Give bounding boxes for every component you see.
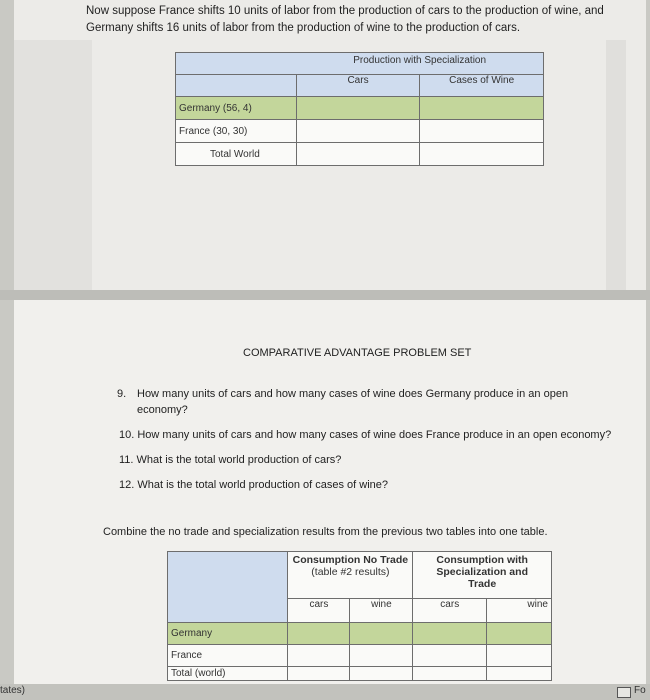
table2-header-no-trade-title: Consumption No Trade bbox=[292, 554, 409, 566]
page-gap bbox=[0, 290, 650, 300]
table2-row-germany-label: Germany bbox=[168, 623, 288, 645]
table2-header-trade-line-1: Consumption with bbox=[436, 554, 528, 566]
table2-germany-trade-wine-cell[interactable] bbox=[487, 623, 552, 645]
table1-total-cars-cell[interactable] bbox=[296, 143, 420, 166]
table2-total-trade-cars-cell[interactable] bbox=[413, 667, 487, 681]
table2-blank-header bbox=[168, 552, 288, 599]
table2-germany-trade-cars-cell[interactable] bbox=[413, 623, 487, 645]
table2-total-trade-wine-cell[interactable] bbox=[487, 667, 552, 681]
table1-france-cars-cell[interactable] bbox=[296, 120, 420, 143]
table1-row-france-label: France (30, 30) bbox=[176, 120, 297, 143]
combined-consumption-table bbox=[167, 551, 552, 681]
intro-line-1: Now suppose France shifts 10 units of labor from the production of cars to the production of wine, and bbox=[86, 5, 604, 17]
table1-total-wine-cell[interactable] bbox=[420, 143, 544, 166]
table1-france-wine-cell[interactable] bbox=[420, 120, 544, 143]
table1-blank-header bbox=[176, 53, 297, 75]
table2-germany-notrade-wine-cell[interactable] bbox=[350, 623, 413, 645]
table2-france-notrade-wine-cell[interactable] bbox=[350, 645, 413, 667]
question-9-line-2: economy? bbox=[137, 404, 188, 416]
table1-germany-wine-cell[interactable] bbox=[420, 97, 544, 120]
table2-france-trade-wine-cell[interactable] bbox=[487, 645, 552, 667]
table2-france-notrade-cars-cell[interactable] bbox=[288, 645, 350, 667]
table2-sub-wine-1: wine bbox=[350, 599, 413, 623]
table2-header-no-trade-sub: (table #2 results) bbox=[311, 566, 390, 578]
question-10: 10. How many units of cars and how many cases of wine does France produce in an open economy? bbox=[119, 429, 612, 441]
table2-header-no-trade bbox=[288, 552, 413, 599]
question-11: 11. What is the total world production of cars? bbox=[119, 454, 342, 466]
question-9-line-1: How many units of cars and how many cases of wine does Germany produce in an open bbox=[137, 388, 569, 400]
table2-row-france-label: France bbox=[168, 645, 288, 667]
table2-germany-notrade-cars-cell[interactable] bbox=[288, 623, 350, 645]
footer-left-text: tates) bbox=[0, 685, 26, 696]
table1-germany-cars-cell[interactable] bbox=[296, 97, 420, 120]
section-title: COMPARATIVE ADVANTAGE PROBLEM SET bbox=[243, 347, 472, 359]
table2-header-trade bbox=[413, 552, 552, 599]
intro-line-2: Germany shifts 16 units of labor from the production of wine to the production of cars. bbox=[86, 22, 521, 34]
table2-row-total-label: Total (world) bbox=[168, 667, 288, 681]
question-12: 12. What is the total world production of cases of wine? bbox=[119, 479, 389, 491]
table1-blank-subheader bbox=[176, 75, 297, 97]
table2-total-notrade-cars-cell[interactable] bbox=[288, 667, 350, 681]
question-9-number: 9. bbox=[117, 388, 127, 400]
table1-row-germany-label: Germany (56, 4) bbox=[176, 97, 297, 120]
table2-sub-wine-2: wine bbox=[487, 599, 552, 623]
footer-right-text: Fo bbox=[634, 685, 646, 696]
table2-sub-cars-1: cars bbox=[288, 599, 350, 623]
combine-instructions: Combine the no trade and specialization results from the previous two tables into one table. bbox=[103, 526, 548, 538]
page-shadow-left bbox=[14, 40, 92, 290]
window-icon[interactable] bbox=[617, 687, 631, 698]
table1-col-wine: Cases of Wine bbox=[420, 75, 544, 97]
table2-sub-cars-2: cars bbox=[413, 599, 487, 623]
table1-col-cars: Cars bbox=[296, 75, 420, 97]
production-specialization-table bbox=[175, 52, 544, 166]
table2-blank-subheader bbox=[168, 599, 288, 623]
table1-row-total-label: Total World bbox=[176, 143, 297, 166]
table1-title: Production with Specialization bbox=[296, 53, 543, 75]
table2-france-trade-cars-cell[interactable] bbox=[413, 645, 487, 667]
table2-total-notrade-wine-cell[interactable] bbox=[350, 667, 413, 681]
bottom-bar bbox=[0, 684, 650, 700]
table2-header-trade-line-2: Specialization and bbox=[436, 566, 528, 578]
table2-header-trade-line-3: Trade bbox=[468, 578, 497, 590]
page-shadow-right bbox=[606, 40, 626, 290]
